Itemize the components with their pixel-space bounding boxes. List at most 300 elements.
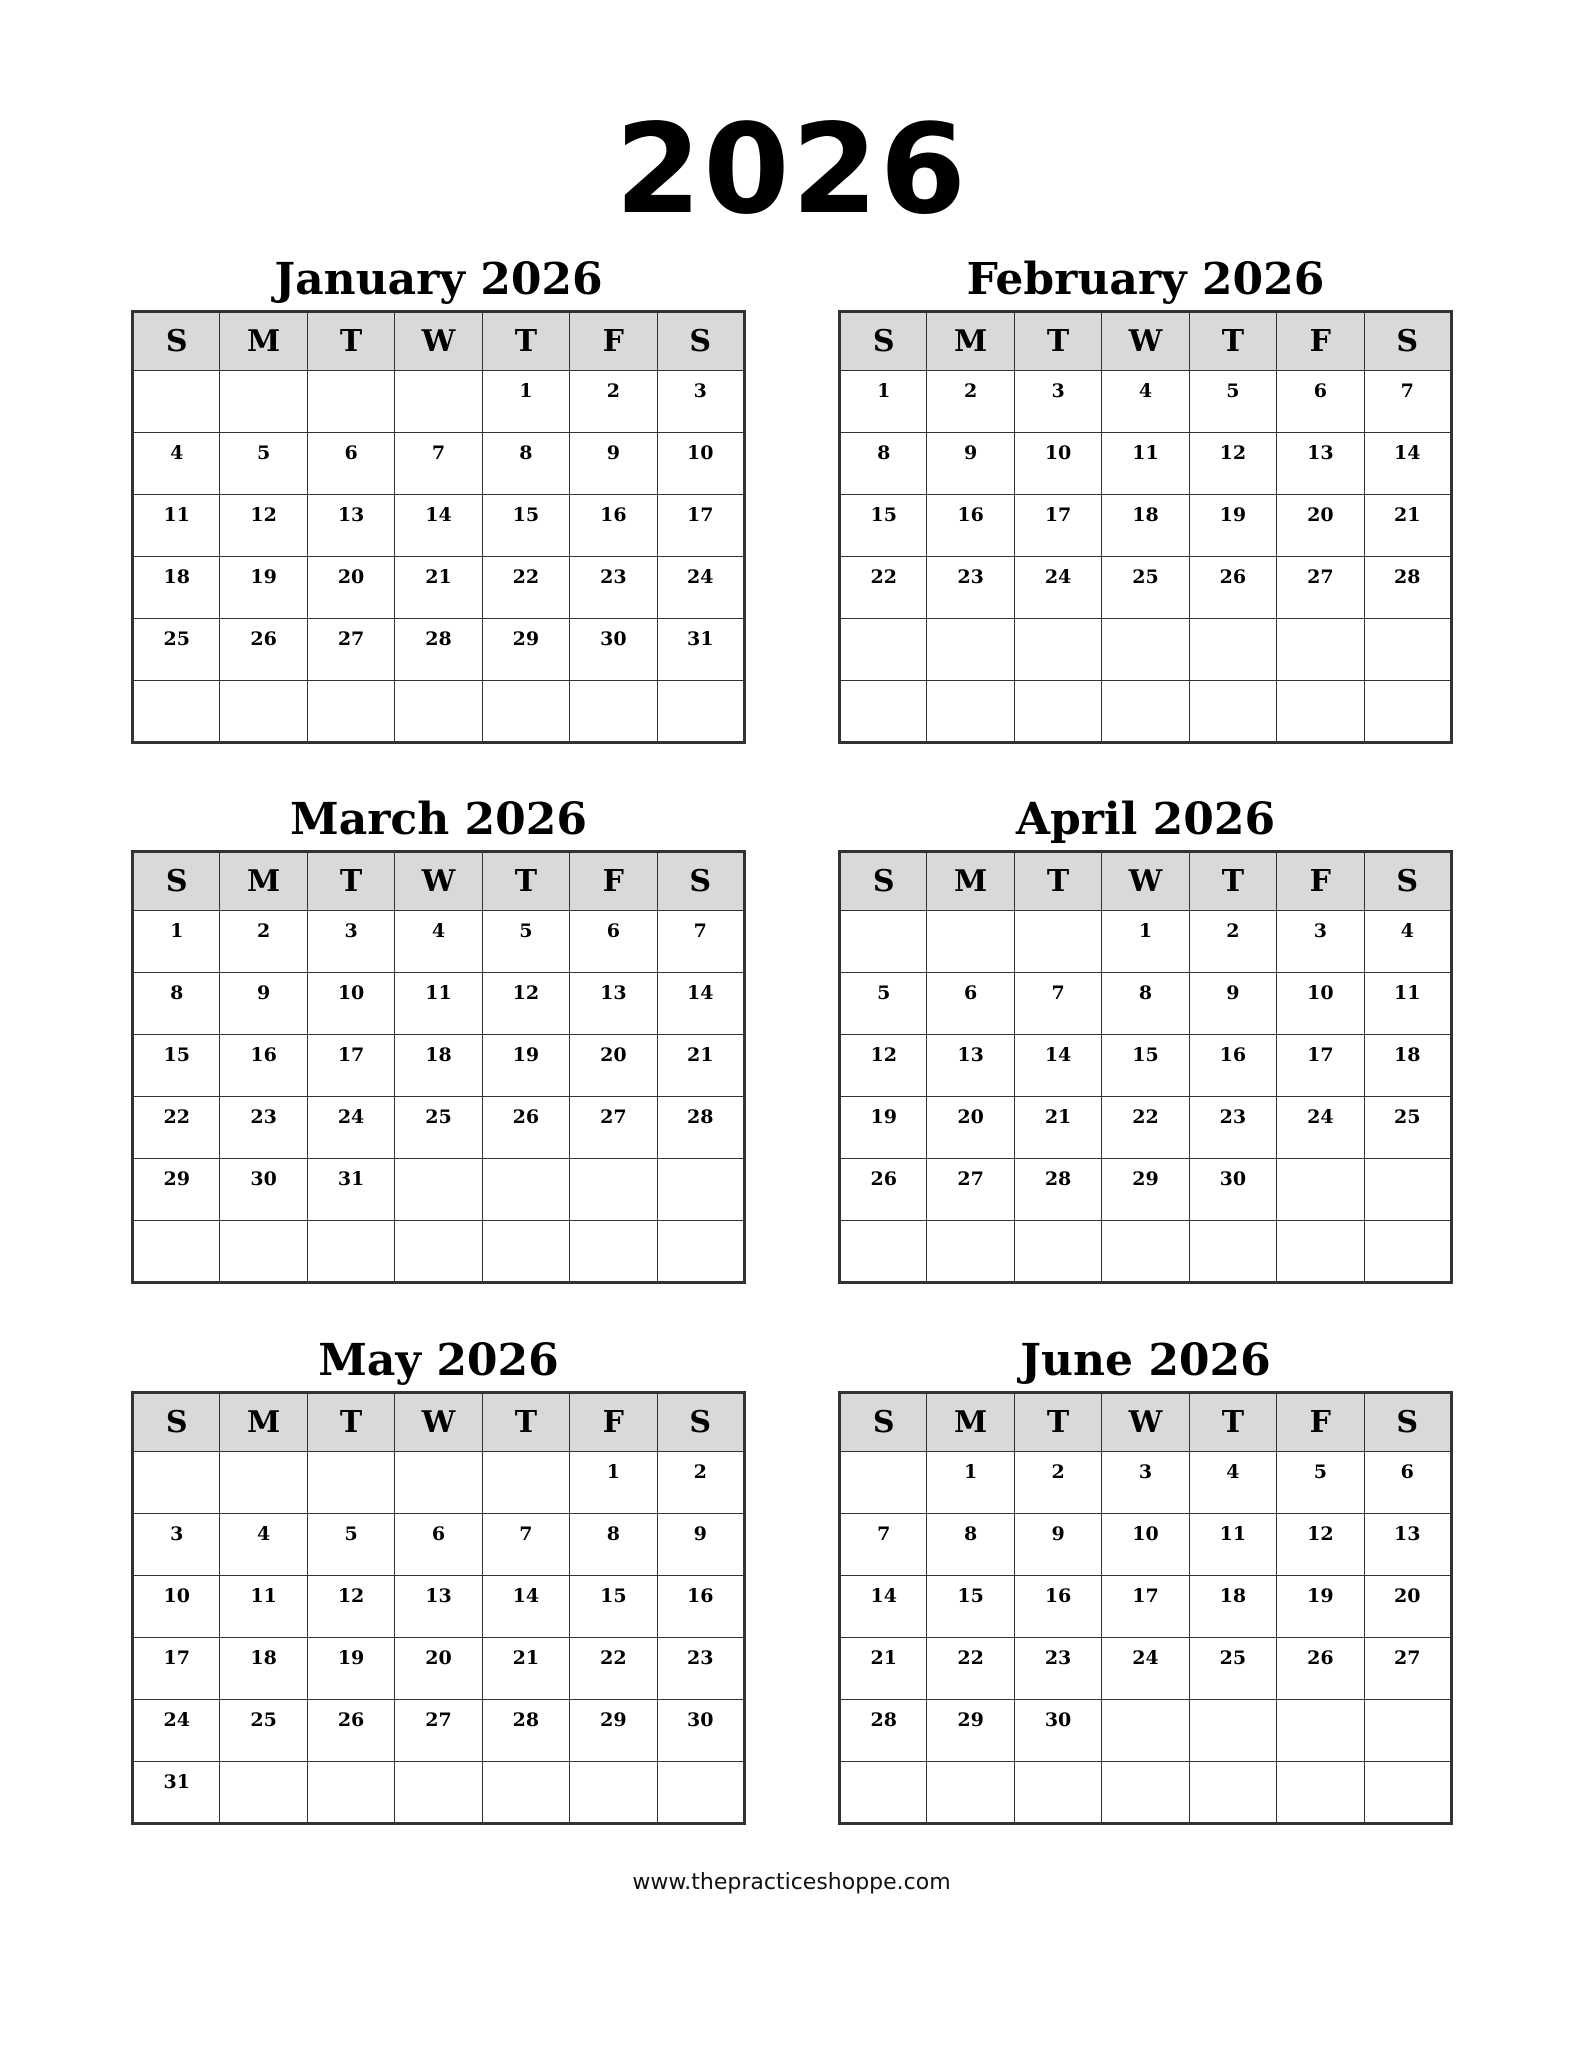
month-grid [838, 850, 1453, 1284]
day-cell: 30 [220, 1159, 307, 1221]
weekday-header-row [133, 1393, 745, 1452]
day-cell: 5 [1277, 1452, 1364, 1514]
day-cell [220, 1762, 307, 1824]
day-cell: 7 [395, 433, 482, 495]
week-row [840, 973, 1452, 1035]
day-cell: 5 [840, 973, 927, 1035]
day-cell: 12 [307, 1576, 394, 1638]
month-title: June 2026 [1020, 1335, 1271, 1386]
day-cell: 15 [840, 495, 927, 557]
week-row [840, 1221, 1452, 1283]
day-cell [1364, 1700, 1451, 1762]
day-cell: 30 [1189, 1159, 1276, 1221]
day-cell: 26 [1189, 557, 1276, 619]
week-row [133, 1700, 745, 1762]
day-cell [1364, 1159, 1451, 1221]
day-cell: 12 [482, 973, 569, 1035]
day-cell: 6 [395, 1514, 482, 1576]
weekday-header: F [1277, 852, 1364, 911]
day-cell: 23 [1189, 1097, 1276, 1159]
day-cell: 7 [482, 1514, 569, 1576]
week-row [840, 619, 1452, 681]
day-cell: 15 [570, 1576, 657, 1638]
weekday-header: W [1102, 852, 1189, 911]
week-row [133, 1638, 745, 1700]
day-cell: 9 [927, 433, 1014, 495]
weekday-header-row [840, 852, 1452, 911]
day-cell: 8 [1102, 973, 1189, 1035]
day-cell: 9 [657, 1514, 744, 1576]
week-row [840, 1762, 1452, 1824]
weekday-header: W [1102, 312, 1189, 371]
weekday-header: M [927, 852, 1014, 911]
week-row [840, 557, 1452, 619]
day-cell: 17 [1014, 495, 1101, 557]
day-cell [133, 1221, 220, 1283]
day-cell [657, 1221, 744, 1283]
weekday-header: F [570, 312, 657, 371]
day-cell: 22 [133, 1097, 220, 1159]
weekday-header: T [307, 312, 394, 371]
day-cell: 15 [927, 1576, 1014, 1638]
weekday-header: W [395, 312, 482, 371]
weekday-header: F [570, 852, 657, 911]
day-cell: 4 [395, 911, 482, 973]
week-row [133, 1576, 745, 1638]
day-cell: 31 [307, 1159, 394, 1221]
day-cell [1364, 1762, 1451, 1824]
day-cell [927, 619, 1014, 681]
day-cell [220, 1452, 307, 1514]
weekday-header: T [307, 852, 394, 911]
day-cell: 23 [570, 557, 657, 619]
day-cell: 5 [482, 911, 569, 973]
week-row [840, 371, 1452, 433]
day-cell: 12 [1277, 1514, 1364, 1576]
day-cell: 2 [657, 1452, 744, 1514]
weekday-header: W [395, 852, 482, 911]
day-cell: 22 [927, 1638, 1014, 1700]
day-cell: 24 [1102, 1638, 1189, 1700]
weekday-header: F [1277, 312, 1364, 371]
day-cell: 11 [133, 495, 220, 557]
day-cell [840, 681, 927, 743]
month-january [131, 250, 746, 744]
day-cell [657, 681, 744, 743]
day-cell [1189, 1700, 1276, 1762]
day-cell [395, 371, 482, 433]
day-cell [840, 1221, 927, 1283]
day-cell: 19 [1189, 495, 1276, 557]
day-cell: 19 [1277, 1576, 1364, 1638]
day-cell: 20 [927, 1097, 1014, 1159]
day-cell: 23 [220, 1097, 307, 1159]
day-cell: 20 [1364, 1576, 1451, 1638]
day-cell: 9 [570, 433, 657, 495]
day-cell: 21 [395, 557, 482, 619]
day-cell: 6 [927, 973, 1014, 1035]
day-cell: 27 [395, 1700, 482, 1762]
weekday-header: T [1014, 312, 1101, 371]
day-cell [220, 371, 307, 433]
week-row [133, 1035, 745, 1097]
day-cell: 13 [395, 1576, 482, 1638]
day-cell: 10 [1277, 973, 1364, 1035]
day-cell: 2 [570, 371, 657, 433]
day-cell: 18 [1102, 495, 1189, 557]
day-cell: 12 [220, 495, 307, 557]
day-cell [1364, 681, 1451, 743]
week-row [133, 911, 745, 973]
month-april [838, 790, 1453, 1284]
day-cell: 30 [1014, 1700, 1101, 1762]
day-cell: 1 [927, 1452, 1014, 1514]
day-cell: 27 [927, 1159, 1014, 1221]
day-cell: 4 [1189, 1452, 1276, 1514]
day-cell: 26 [307, 1700, 394, 1762]
day-cell: 4 [220, 1514, 307, 1576]
day-cell: 27 [1364, 1638, 1451, 1700]
weekday-header: M [220, 852, 307, 911]
day-cell: 2 [927, 371, 1014, 433]
day-cell: 15 [133, 1035, 220, 1097]
week-row [133, 973, 745, 1035]
day-cell: 29 [133, 1159, 220, 1221]
day-cell [927, 1762, 1014, 1824]
day-cell: 13 [1277, 433, 1364, 495]
week-row [840, 1159, 1452, 1221]
day-cell [133, 371, 220, 433]
day-cell: 13 [1364, 1514, 1451, 1576]
day-cell: 15 [482, 495, 569, 557]
day-cell: 13 [927, 1035, 1014, 1097]
day-cell [657, 1159, 744, 1221]
weekday-header: S [840, 1393, 927, 1452]
month-grid [131, 310, 746, 744]
day-cell: 26 [840, 1159, 927, 1221]
day-cell: 27 [1277, 557, 1364, 619]
weekday-header: S [657, 1393, 744, 1452]
day-cell: 17 [133, 1638, 220, 1700]
day-cell: 21 [1014, 1097, 1101, 1159]
day-cell: 7 [1014, 973, 1101, 1035]
week-row [840, 1514, 1452, 1576]
day-cell [1102, 1700, 1189, 1762]
day-cell: 14 [395, 495, 482, 557]
day-cell: 9 [220, 973, 307, 1035]
day-cell: 18 [1364, 1035, 1451, 1097]
footer-url: www.thepracticeshoppe.com [632, 1870, 951, 1895]
day-cell: 14 [840, 1576, 927, 1638]
day-cell: 20 [395, 1638, 482, 1700]
day-cell: 21 [1364, 495, 1451, 557]
day-cell: 4 [133, 433, 220, 495]
day-cell: 17 [657, 495, 744, 557]
week-row [840, 1638, 1452, 1700]
day-cell [1189, 1762, 1276, 1824]
weekday-header-row [133, 312, 745, 371]
day-cell: 29 [570, 1700, 657, 1762]
day-cell: 19 [840, 1097, 927, 1159]
weekday-header: W [395, 1393, 482, 1452]
day-cell [395, 1452, 482, 1514]
day-cell: 28 [482, 1700, 569, 1762]
day-cell: 28 [395, 619, 482, 681]
weekday-header-row [840, 312, 1452, 371]
day-cell [1014, 911, 1101, 973]
day-cell: 25 [1102, 557, 1189, 619]
weekday-header: F [1277, 1393, 1364, 1452]
week-row [133, 1221, 745, 1283]
week-row [133, 1514, 745, 1576]
day-cell: 10 [133, 1576, 220, 1638]
month-title: May 2026 [318, 1335, 559, 1386]
day-cell: 18 [395, 1035, 482, 1097]
week-row [133, 681, 745, 743]
day-cell [133, 681, 220, 743]
day-cell: 29 [927, 1700, 1014, 1762]
day-cell: 11 [220, 1576, 307, 1638]
week-row [133, 1452, 745, 1514]
day-cell: 7 [657, 911, 744, 973]
day-cell: 12 [1189, 433, 1276, 495]
day-cell: 8 [133, 973, 220, 1035]
day-cell: 28 [657, 1097, 744, 1159]
day-cell: 14 [1364, 433, 1451, 495]
weekday-header: T [1189, 312, 1276, 371]
day-cell: 1 [570, 1452, 657, 1514]
day-cell: 13 [307, 495, 394, 557]
day-cell [1189, 681, 1276, 743]
day-cell: 28 [840, 1700, 927, 1762]
day-cell [395, 1762, 482, 1824]
day-cell [570, 681, 657, 743]
day-cell [307, 1762, 394, 1824]
day-cell: 2 [220, 911, 307, 973]
month-grid [838, 1391, 1453, 1825]
weekday-header: S [1364, 852, 1451, 911]
day-cell [482, 1452, 569, 1514]
day-cell [1277, 1221, 1364, 1283]
day-cell: 24 [1277, 1097, 1364, 1159]
day-cell: 16 [570, 495, 657, 557]
day-cell [927, 1221, 1014, 1283]
day-cell: 15 [1102, 1035, 1189, 1097]
day-cell: 27 [570, 1097, 657, 1159]
day-cell: 25 [133, 619, 220, 681]
day-cell: 10 [307, 973, 394, 1035]
week-row [133, 619, 745, 681]
day-cell [1014, 619, 1101, 681]
day-cell [1277, 1762, 1364, 1824]
day-cell [1189, 619, 1276, 681]
day-cell: 25 [1189, 1638, 1276, 1700]
day-cell: 18 [1189, 1576, 1276, 1638]
week-row [133, 1097, 745, 1159]
day-cell [927, 681, 1014, 743]
week-row [133, 1762, 745, 1824]
week-row [840, 1700, 1452, 1762]
day-cell: 22 [570, 1638, 657, 1700]
month-march [131, 790, 746, 1284]
day-cell [1102, 1762, 1189, 1824]
day-cell [1364, 1221, 1451, 1283]
week-row [133, 495, 745, 557]
day-cell [307, 1452, 394, 1514]
day-cell: 14 [482, 1576, 569, 1638]
week-row [840, 1035, 1452, 1097]
day-cell: 28 [1014, 1159, 1101, 1221]
day-cell [657, 1762, 744, 1824]
day-cell: 23 [927, 557, 1014, 619]
day-cell [1277, 1700, 1364, 1762]
day-cell [1277, 1159, 1364, 1221]
day-cell [570, 1159, 657, 1221]
day-cell: 4 [1102, 371, 1189, 433]
day-cell: 18 [220, 1638, 307, 1700]
day-cell [1364, 619, 1451, 681]
weekday-header: S [840, 852, 927, 911]
day-cell: 2 [1014, 1452, 1101, 1514]
day-cell: 11 [1102, 433, 1189, 495]
weekday-header: T [1014, 852, 1101, 911]
day-cell: 29 [1102, 1159, 1189, 1221]
day-cell: 1 [482, 371, 569, 433]
week-row [133, 371, 745, 433]
day-cell [840, 911, 927, 973]
day-cell [1014, 681, 1101, 743]
month-june [838, 1331, 1453, 1825]
weekday-header: S [1364, 312, 1451, 371]
day-cell: 22 [840, 557, 927, 619]
day-cell [1014, 1762, 1101, 1824]
weekday-header: T [1189, 1393, 1276, 1452]
day-cell: 22 [482, 557, 569, 619]
weekday-header: T [482, 852, 569, 911]
day-cell: 8 [482, 433, 569, 495]
day-cell: 9 [1014, 1514, 1101, 1576]
day-cell: 4 [1364, 911, 1451, 973]
day-cell [133, 1452, 220, 1514]
day-cell [307, 681, 394, 743]
day-cell: 30 [657, 1700, 744, 1762]
weekday-header: F [570, 1393, 657, 1452]
day-cell: 3 [1014, 371, 1101, 433]
weekday-header: S [657, 852, 744, 911]
day-cell [220, 681, 307, 743]
day-cell: 26 [220, 619, 307, 681]
day-cell: 24 [657, 557, 744, 619]
day-cell: 8 [840, 433, 927, 495]
day-cell [570, 1221, 657, 1283]
day-cell: 24 [1014, 557, 1101, 619]
day-cell: 3 [307, 911, 394, 973]
day-cell: 14 [657, 973, 744, 1035]
day-cell: 14 [1014, 1035, 1101, 1097]
day-cell: 26 [1277, 1638, 1364, 1700]
weekday-header-row [840, 1393, 1452, 1452]
day-cell [1277, 681, 1364, 743]
weekday-header: T [1014, 1393, 1101, 1452]
day-cell: 21 [482, 1638, 569, 1700]
day-cell [570, 1762, 657, 1824]
day-cell: 11 [1189, 1514, 1276, 1576]
day-cell [482, 1762, 569, 1824]
day-cell [927, 911, 1014, 973]
month-may [131, 1331, 746, 1825]
day-cell: 31 [133, 1762, 220, 1824]
weekday-header: T [482, 312, 569, 371]
day-cell: 10 [1014, 433, 1101, 495]
day-cell [395, 1159, 482, 1221]
day-cell: 5 [220, 433, 307, 495]
month-title: February 2026 [966, 254, 1325, 305]
day-cell: 1 [1102, 911, 1189, 973]
day-cell: 3 [133, 1514, 220, 1576]
weekday-header: W [1102, 1393, 1189, 1452]
week-row [840, 495, 1452, 557]
day-cell: 21 [657, 1035, 744, 1097]
day-cell: 31 [657, 619, 744, 681]
day-cell: 16 [220, 1035, 307, 1097]
day-cell [482, 1221, 569, 1283]
year-title: 2026 [614, 98, 969, 242]
day-cell: 11 [1364, 973, 1451, 1035]
weekday-header: S [133, 1393, 220, 1452]
day-cell: 25 [395, 1097, 482, 1159]
day-cell [1102, 681, 1189, 743]
weekday-header: M [220, 312, 307, 371]
month-grid [131, 850, 746, 1284]
day-cell: 16 [1014, 1576, 1101, 1638]
weekday-header: T [482, 1393, 569, 1452]
month-february [838, 250, 1453, 744]
week-row [840, 1097, 1452, 1159]
day-cell: 24 [307, 1097, 394, 1159]
weekday-header: T [1189, 852, 1276, 911]
week-row [840, 1576, 1452, 1638]
week-row [133, 433, 745, 495]
day-cell: 30 [570, 619, 657, 681]
day-cell: 16 [657, 1576, 744, 1638]
day-cell: 1 [133, 911, 220, 973]
month-title: March 2026 [290, 794, 587, 845]
day-cell [840, 1762, 927, 1824]
weekday-header-row [133, 852, 745, 911]
day-cell: 23 [1014, 1638, 1101, 1700]
day-cell [307, 1221, 394, 1283]
day-cell: 9 [1189, 973, 1276, 1035]
day-cell: 25 [1364, 1097, 1451, 1159]
weekday-header: M [927, 1393, 1014, 1452]
day-cell [395, 1221, 482, 1283]
day-cell [395, 681, 482, 743]
month-grid [838, 310, 1453, 744]
day-cell: 13 [570, 973, 657, 1035]
month-grid [131, 1391, 746, 1825]
day-cell: 20 [570, 1035, 657, 1097]
day-cell: 20 [307, 557, 394, 619]
day-cell: 5 [307, 1514, 394, 1576]
day-cell: 8 [927, 1514, 1014, 1576]
day-cell: 16 [927, 495, 1014, 557]
day-cell: 16 [1189, 1035, 1276, 1097]
day-cell [220, 1221, 307, 1283]
weekday-header: M [220, 1393, 307, 1452]
day-cell: 22 [1102, 1097, 1189, 1159]
day-cell: 17 [1277, 1035, 1364, 1097]
day-cell [1014, 1221, 1101, 1283]
